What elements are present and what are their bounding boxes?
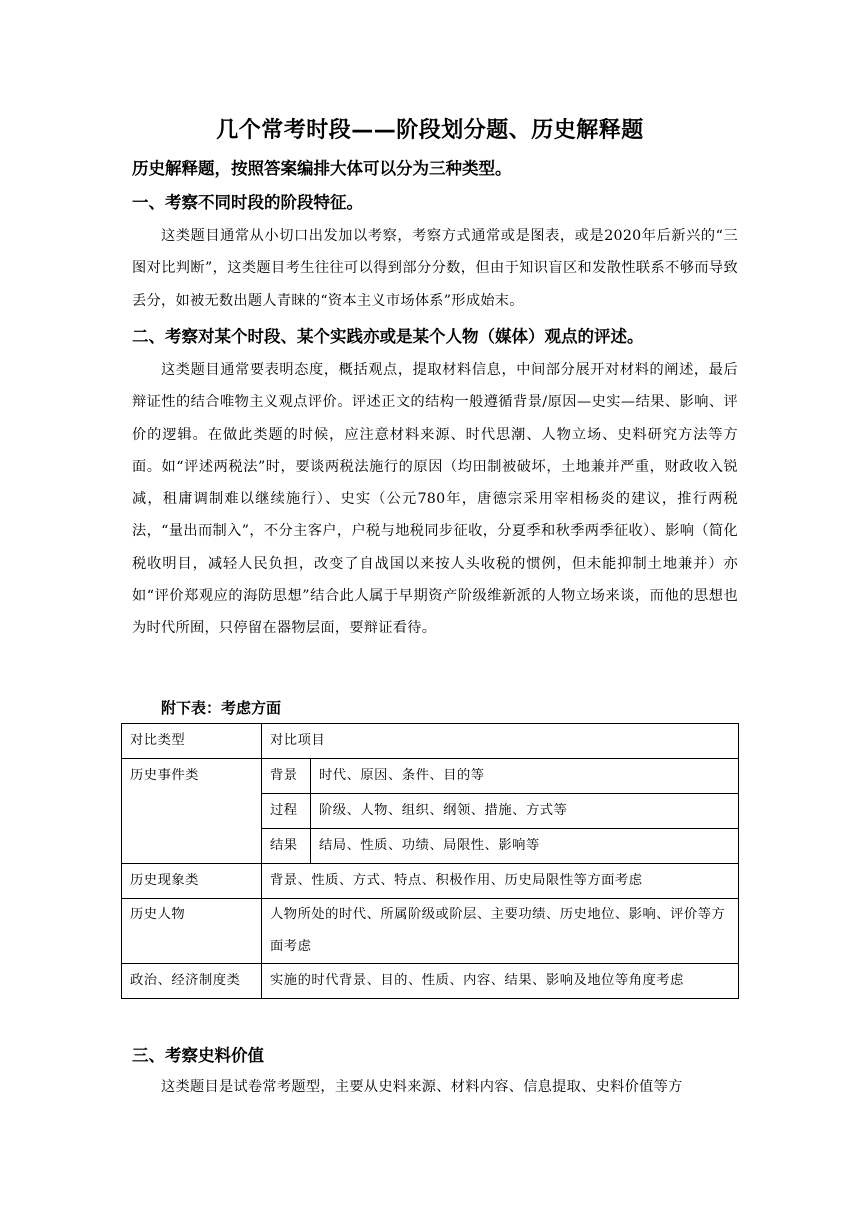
table-header-row bbox=[122, 724, 739, 759]
header-cell-items: 对比项目 bbox=[262, 724, 739, 759]
value-cell: 背景、性质、方式、特点、积极作用、历史局限性等方面考虑 bbox=[262, 864, 739, 899]
table-caption: 附下表：考虑方面 bbox=[161, 699, 282, 717]
section3-heading: 三、考察史料价值 bbox=[132, 1046, 264, 1065]
sub-label-cell: 结果 bbox=[262, 829, 311, 864]
sub-label-cell: 过程 bbox=[262, 794, 311, 829]
table-row bbox=[122, 964, 739, 999]
type-cell: 政治、经济制度类 bbox=[122, 964, 262, 999]
sub-value-cell: 时代、原因、条件、目的等 bbox=[311, 759, 739, 794]
value-cell: 实施的时代背景、目的、性质、内容、结果、影响及地位等角度考虑 bbox=[262, 964, 739, 999]
sub-value-cell: 结局、性质、功绩、局限性、影响等 bbox=[311, 829, 739, 864]
type-cell: 历史现象类 bbox=[122, 864, 262, 899]
section2-heading: 二、考察对某个时段、某个实践亦或是某个人物（媒体）观点的评述。 bbox=[132, 327, 644, 346]
table-row bbox=[122, 759, 739, 794]
event-type-cell: 历史事件类 bbox=[122, 759, 262, 864]
value-cell: 人物所处的时代、所属阶级或阶层、主要功绩、历史地位、影响、评价等方面考虑 bbox=[262, 899, 739, 964]
document-title: 几个常考时段——阶段划分题、历史解释题 bbox=[216, 118, 644, 143]
section1-heading: 一、考察不同时段的阶段特征。 bbox=[132, 193, 363, 212]
comparison-table bbox=[121, 723, 739, 999]
sub-value-cell: 阶级、人物、组织、纲领、措施、方式等 bbox=[311, 794, 739, 829]
table-row bbox=[122, 899, 739, 964]
header-cell-type: 对比类型 bbox=[122, 724, 262, 759]
intro-text: 历史解释题，按照答案编排大体可以分为三种类型。 bbox=[132, 159, 512, 178]
table-row bbox=[122, 864, 739, 899]
section1-body: 这类题目通常从小切口出发加以考察，考察方式通常或是图表，或是2020年后新兴的“三图对比判断”，这类题目考生往往可以得到部分分数，但由于知识盲区和发散性联系不够而导致丢分，如被无数出题人青睐的“资本主义市场体系”形成始末。 bbox=[132, 228, 738, 309]
type-cell: 历史人物 bbox=[122, 899, 262, 964]
sub-label-cell: 背景 bbox=[262, 759, 311, 794]
section3-body: 这类题目是试卷常考题型，主要从史料来源、材料内容、信息提取、史料价值等方 bbox=[161, 1079, 683, 1095]
section2-body: 这类题目通常要表明态度，概括观点，提取材料信息，中间部分展开对材料的阐述，最后辩证性的结合唯物主义观点评价。评述正文的结构一般遵循背景/原因—史实—结果、影响、评价的逻辑。在做此类题的时候，应注意材料来源、时代思潮、人物立场、史料研究方法等方面。如“评述两税法”时，要谈两税法施行的原因（均田制被破坏，土地兼并严重，财政收入锐减，租庸调制难以继续施行）、史实（公元780年，唐德宗采用宰相杨炎的建议，推行两税法，“量出而制入”，不分主客户，户税与地税同步征收，分夏季和秋季两季征收）、影响（简化税收明目，减轻人民负担，改变了自战国以来按人头收税的惯例，但未能抑制土地兼并）亦如“评价郑观应的海防思想”结合此人属于早期资产阶级维新派的人物立场来谈，而他的思想也为时代所囿，只停留在器物层面，要辩证看待。 bbox=[132, 362, 738, 637]
